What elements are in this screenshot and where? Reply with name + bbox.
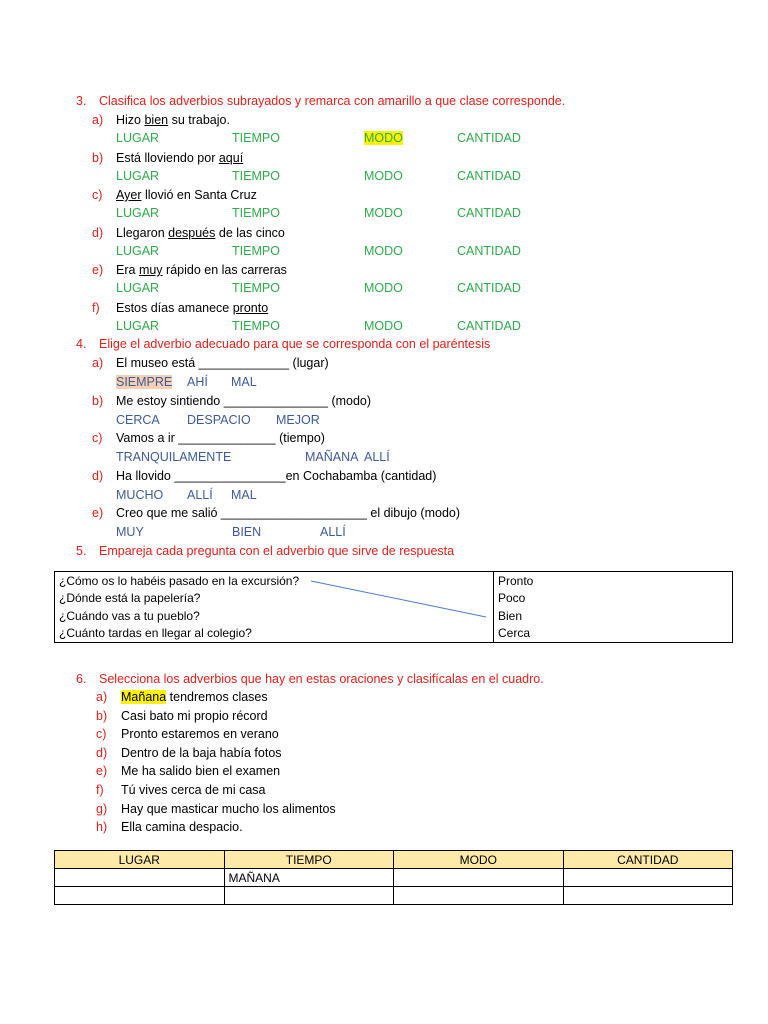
sentence-text: Hizo [116, 113, 145, 127]
q6-number: 6. [76, 672, 87, 686]
class-option: CANTIDAD [457, 206, 521, 220]
class-option: MODO [364, 168, 403, 183]
sentence-text: Está lloviendo por [116, 150, 219, 165]
class-option: CANTIDAD [457, 318, 521, 333]
item-sentence [121, 746, 282, 760]
match-question: ¿Cuándo vas a tu pueblo? [59, 608, 200, 623]
item-letter: h) [96, 820, 108, 835]
table-cell [55, 887, 225, 905]
class-option: MODO [364, 318, 403, 333]
sentence-text: Pronto estaremos en verano [121, 727, 279, 742]
class-option: MODO [364, 131, 403, 145]
item-letter: a) [96, 690, 108, 704]
item-letter: c) [92, 431, 103, 445]
sentence-text: Me ha salido bien el examen [121, 764, 281, 779]
class-option: MODO [364, 243, 403, 258]
sentence-text: Llegaron [116, 225, 169, 240]
table-cell [394, 887, 564, 905]
adverb-option: ALLÍ [320, 525, 346, 539]
q6-title: Selecciona los adverbios que hay en estas oraciones y clasifícalas en el cuadro. [99, 672, 544, 686]
item-letter: c) [96, 727, 107, 742]
item-sentence [121, 802, 336, 816]
adverb-option: DESPACIO [187, 412, 251, 427]
item-sentence [121, 690, 268, 704]
column-header: MODO [394, 851, 564, 869]
item-letter: e) [96, 764, 108, 779]
classification-table [54, 850, 733, 905]
item-letter: c) [92, 188, 103, 202]
class-option: LUGAR [116, 131, 160, 145]
item-sentence [121, 764, 280, 778]
match-question: ¿Cuánto tardas en llegar al colegio? [59, 626, 252, 641]
adverb-option: MUY [116, 525, 144, 539]
sentence-text: Estos días amanece [116, 300, 233, 315]
item-sentence [121, 820, 243, 834]
table-cell [55, 869, 225, 887]
sentence-text: Casi bato mi propio récord [121, 708, 268, 723]
match-question: ¿Dónde está la papelería? [59, 591, 201, 606]
adverb-option: SIEMPRE [116, 375, 173, 389]
column-header: CANTIDAD [563, 851, 733, 869]
adverb-option: MAÑANA [305, 450, 359, 464]
match-answer: Pronto [494, 572, 733, 590]
item-letter: e) [92, 263, 104, 277]
class-option: TIEMPO [232, 243, 280, 258]
table-row [55, 887, 733, 905]
sentence-text: Ella camina despacio. [121, 820, 243, 835]
class-option: LUGAR [116, 318, 160, 333]
class-option: CANTIDAD [457, 131, 521, 145]
underlined-adverb: pronto [232, 300, 269, 315]
adverb-option: AHÍ [187, 375, 208, 389]
table-cell [563, 869, 733, 887]
q3-title: Clasifica los adverbios subrayados y remarca con amarillo a que clase corresponde. [99, 94, 566, 108]
class-option: CANTIDAD [457, 281, 521, 295]
highlighted-adverb: Mañana [121, 690, 167, 704]
table-cell [224, 887, 394, 905]
class-option: TIEMPO [232, 168, 280, 183]
adverb-option: CERCA [116, 412, 160, 427]
item-letter: f) [92, 300, 100, 315]
match-question: ¿Cómo os lo habéis pasado en la excursión? [59, 573, 300, 588]
sentence-text: Hay que masticar mucho los alimentos [121, 801, 336, 816]
class-option: CANTIDAD [457, 168, 521, 183]
column-header: TIEMPO [224, 851, 394, 869]
sentence-text: llovió en Santa Cruz [141, 188, 257, 202]
adverb-option: MUCHO [116, 487, 164, 502]
adverb-option: BIEN [232, 525, 262, 539]
underlined-adverb: después [168, 225, 216, 240]
item-letter: d) [96, 745, 108, 760]
class-option: LUGAR [116, 206, 160, 220]
class-option: TIEMPO [232, 206, 280, 220]
adverb-option: MEJOR [276, 412, 320, 427]
table-row [55, 869, 733, 887]
column-header: LUGAR [55, 851, 225, 869]
item-letter: e) [92, 506, 104, 520]
table-cell [563, 887, 733, 905]
adverb-option: ALLÍ [364, 450, 390, 464]
class-option: TIEMPO [232, 281, 280, 295]
q5-number: 5. [76, 544, 87, 558]
sentence-text: su trabajo. [168, 113, 230, 127]
table-cell: MAÑANA [224, 869, 394, 887]
underlined-adverb: muy [138, 263, 163, 277]
match-line [311, 581, 486, 617]
item-sentence [121, 709, 268, 723]
match-answer: Poco [494, 590, 733, 608]
q4-title: Elige el adverbio adecuado para que se corresponda con el paréntesis [99, 337, 491, 351]
fill-in-sentence: Vamos a ir ______________ (tiempo) [116, 431, 325, 445]
class-option: LUGAR [116, 168, 160, 183]
match-answer: Bien [494, 607, 733, 625]
item-letter: a) [92, 356, 104, 370]
class-option: LUGAR [116, 281, 160, 295]
sentence-text: Era [116, 263, 139, 277]
sentence-text: Tú vives cerca de mi casa [121, 783, 266, 797]
item-letter: a) [92, 113, 104, 127]
adverb-option: TRANQUILAMENTE [116, 450, 232, 464]
item-letter: f) [96, 783, 104, 797]
item-sentence [121, 783, 266, 797]
item-letter: b) [92, 150, 104, 165]
adverb-option: MAL [231, 487, 257, 502]
fill-in-sentence: Me estoy sintiendo _______________ (modo) [116, 393, 372, 408]
underlined-adverb: bien [144, 113, 169, 127]
sentence-text: Dentro de la baja había fotos [121, 745, 282, 760]
q4-number: 4. [76, 337, 87, 351]
adverb-option: MAL [231, 375, 257, 389]
underlined-adverb: aquí [218, 150, 244, 165]
table-cell [394, 869, 564, 887]
class-option: TIEMPO [232, 318, 280, 333]
fill-in-sentence: Ha llovido ________________en Cochabamba (cantidad) [116, 468, 437, 483]
q5-title: Empareja cada pregunta con el adverbio que sirve de respuesta [99, 544, 455, 558]
fill-in-sentence: Creo que me salió _____________________ el dibujo (modo) [116, 506, 461, 520]
class-option: LUGAR [116, 243, 160, 258]
item-letter: d) [92, 225, 104, 240]
sentence-text: de las cinco [215, 225, 285, 240]
class-option: MODO [364, 206, 403, 220]
item-letter: b) [92, 393, 104, 408]
match-answer: Cerca [494, 625, 733, 643]
adverb-option: ALLÍ [187, 487, 213, 502]
item-letter: g) [96, 801, 108, 816]
sentence-text: rápido en las carreras [162, 263, 287, 277]
item-letter: d) [92, 468, 104, 483]
q3-number: 3. [76, 94, 87, 108]
underlined-adverb: Ayer [116, 188, 142, 202]
item-letter: b) [96, 708, 108, 723]
class-option: TIEMPO [232, 131, 280, 145]
sentence-text: tendremos clases [166, 690, 268, 704]
item-sentence [121, 727, 279, 741]
class-option: CANTIDAD [457, 243, 521, 258]
fill-in-sentence: El museo está _____________ (lugar) [116, 356, 329, 370]
class-option: MODO [364, 281, 403, 295]
